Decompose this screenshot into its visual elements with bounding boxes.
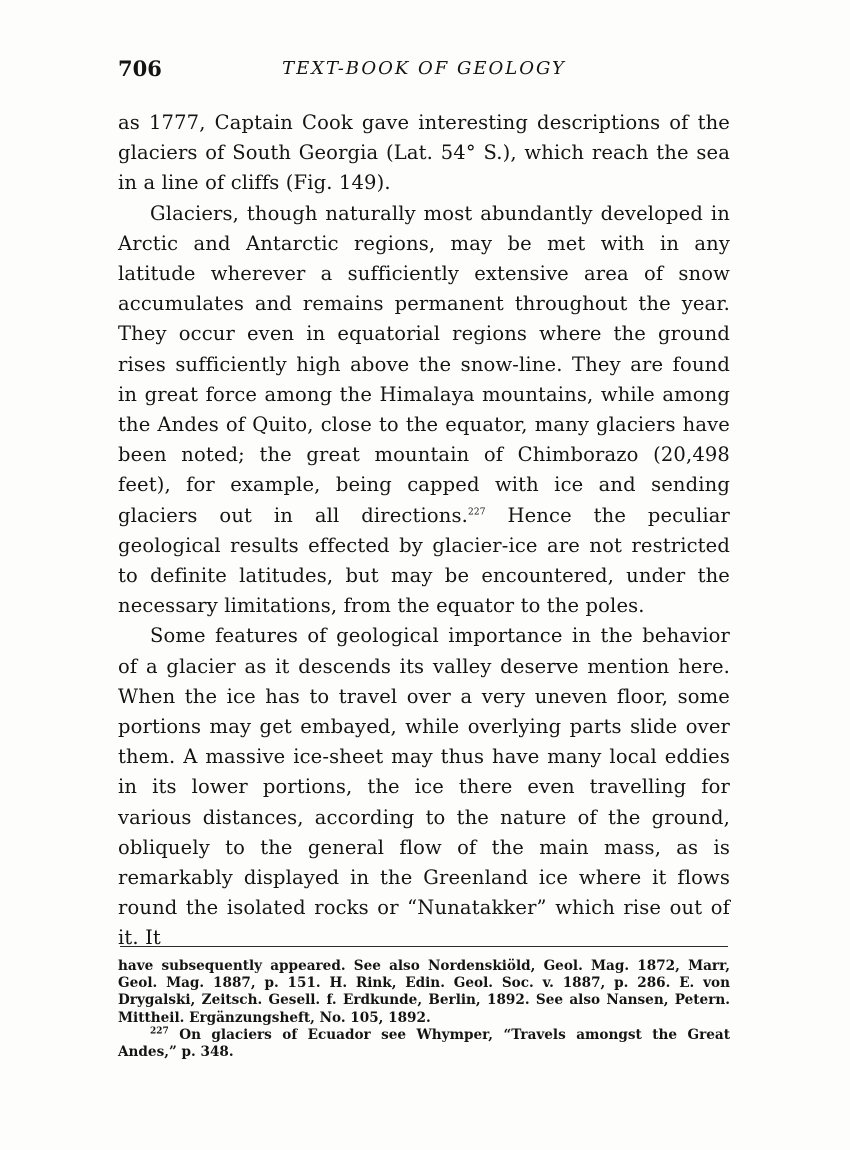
page-number: 706	[118, 56, 162, 81]
footnote-continued: have subsequently appeared. See also Nordenskiöld, Geol. Mag. 1872, Marr, Geol. Mag. 1887, p. 151. H. Rink, Edin. Geol. Soc. v. 1887, p. 286. E. von Drygalski, Zeitsch. Gesell. f. Erdkunde, Berlin, 1892. See also Nansen, Petern. Mittheil. Ergänzungsheft, No. 105, 1892.	[118, 958, 730, 1026]
running-title: TEXT-BOOK OF GEOLOGY	[282, 58, 566, 79]
footnote-divider	[120, 946, 728, 947]
paragraph-glaciers-latitude	[118, 199, 730, 622]
paragraph-text: Glaciers, though naturally most abundantly developed in Arctic and Antarctic regions, may be met with in any latitude wherever a sufficiently extensive area of snow accumulates and remains permanent throughout the year. They occur even in equatorial regions where the ground rises sufficiently high above the snow-line. They are found in great force among the Himalaya mountains, while among the Andes of Quito, close to the equator, many glaciers have been noted; the great mountain of Chimborazo (20,498 feet), for example, being capped with ice and sending glaciers out in all directions.	[118, 201, 730, 527]
body-text	[118, 108, 730, 954]
footnote-marker: 227	[150, 1026, 169, 1037]
footnote-reference: 227	[467, 507, 486, 518]
paragraph-text: Hence the peculiar geological results effected by glacier-ice are not restricted to definite latitudes, but may be encountered, under the necessary limitations, from the equator to the poles.	[118, 503, 730, 618]
footnotes	[118, 958, 730, 1061]
page-header	[118, 56, 730, 86]
paragraph-glacier-behavior: Some features of geological importance in the behavior of a glacier as it descends its valley deserve mention here. When the ice has to travel over a very uneven floor, some portions may get embayed, while overlying parts slide over them. A massive ice-sheet may thus have many local eddies in its lower portions, the ice there even travelling for various distances, according to the nature of the ground, obliquely to the general flow of the main mass, as is remarkably displayed in the Greenland ice where it flows round the isolated rocks or “Nunatakker” which rise out of it. It	[118, 624, 730, 950]
paragraph-continued: as 1777, Captain Cook gave interesting descriptions of the glaciers of South Georgia (Lat. 54° S.), which reach the sea in a line of cliffs (Fig. 149).	[118, 111, 730, 195]
footnote-227	[118, 1027, 730, 1061]
footnote-text: On glaciers of Ecuador see Whymper, “Travels amongst the Great Andes,” p. 348.	[118, 1026, 730, 1061]
